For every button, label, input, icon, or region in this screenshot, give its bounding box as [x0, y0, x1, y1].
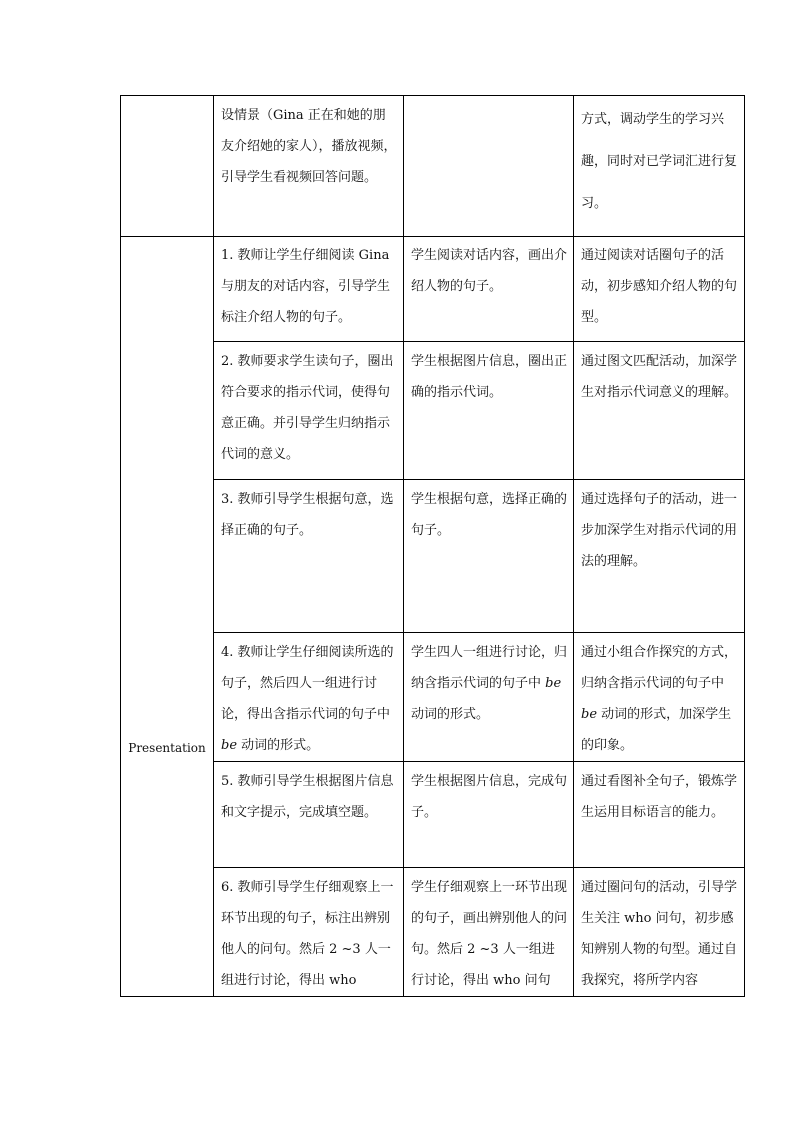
student-activity-cell: 学生根据图片信息，完成句子。: [404, 762, 574, 868]
table-row: [121, 237, 745, 342]
table-row: [121, 633, 745, 762]
teacher-activity-cell: 1. 教师让学生仔细阅读 Gina 与朋友的对话内容，引导学生标注介绍人物的句子。: [214, 237, 404, 342]
table-row: [121, 868, 745, 997]
stage-cell-empty: [121, 96, 214, 237]
student-activity-cell: 学生根据图片信息，圈出正确的指示代词。: [404, 342, 574, 480]
teacher-activity-cell: 6. 教师引导学生仔细观察上一环节出现的句子，标注出辨别他人的问句。然后 2 ~3 人一组进行讨论，得出 who: [214, 868, 404, 997]
design-purpose-cell: 通过选择句子的活动，进一步加深学生对指示代词的用法的理解。: [574, 480, 745, 633]
design-purpose-cell: 通过圈问句的活动，引导学生关注 who 问句，初步感知辨别人物的句型。通过自我探究，将所学内容: [574, 868, 745, 997]
design-purpose-cell: 通过阅读对话圈句子的活动，初步感知介绍人物的句型。: [574, 237, 745, 342]
stage-cell: [121, 237, 214, 997]
design-purpose-cell: 通过看图补全句子，锻炼学生运用目标语言的能力。: [574, 762, 745, 868]
teacher-activity-cell: 5. 教师引导学生根据图片信息和文字提示，完成填空题。: [214, 762, 404, 868]
teacher-activity-cell: 4. 教师让学生仔细阅读所选的句子，然后四人一组进行讨论，得出含指示代词的句子中 be 动词的形式。: [214, 633, 404, 762]
teacher-activity-cell: 2. 教师要求学生读句子，圈出符合要求的指示代词，使得句意正确。并引导学生归纳指示代词的意义。: [214, 342, 404, 480]
teacher-activity-cell: 3. 教师引导学生根据句意，选择正确的句子。: [214, 480, 404, 633]
student-activity-cell: 学生四人一组进行讨论，归纳含指示代词的句子中 be 动词的形式。: [404, 633, 574, 762]
student-activity-cell: 学生根据句意，选择正确的句子。: [404, 480, 574, 633]
table-row: [121, 480, 745, 633]
table-row: [121, 762, 745, 868]
design-purpose-cell: 通过小组合作探究的方式，归纳含指示代词的句子中 be 动词的形式，加深学生的印象。: [574, 633, 745, 762]
design-purpose-cell: 通过图文匹配活动，加深学生对指示代词意义的理解。: [574, 342, 745, 480]
student-activity-cell: 学生仔细观察上一环节出现的句子，画出辨别他人的问句。然后 2 ~3 人一组进行讨论，得出 who 问句: [404, 868, 574, 997]
table-row: [121, 96, 745, 237]
stage-label: Presentation: [128, 741, 206, 755]
teacher-activity-cell: 设情景（Gina 正在和她的朋友介绍她的家人），播放视频，引导学生看视频回答问题。: [214, 96, 404, 237]
table-row: [121, 342, 745, 480]
lesson-plan-table: [120, 95, 745, 997]
student-activity-cell: [404, 96, 574, 237]
student-activity-cell: 学生阅读对话内容，画出介绍人物的句子。: [404, 237, 574, 342]
design-purpose-cell: 方式，调动学生的学习兴趣，同时对已学词汇进行复习。: [574, 96, 745, 237]
